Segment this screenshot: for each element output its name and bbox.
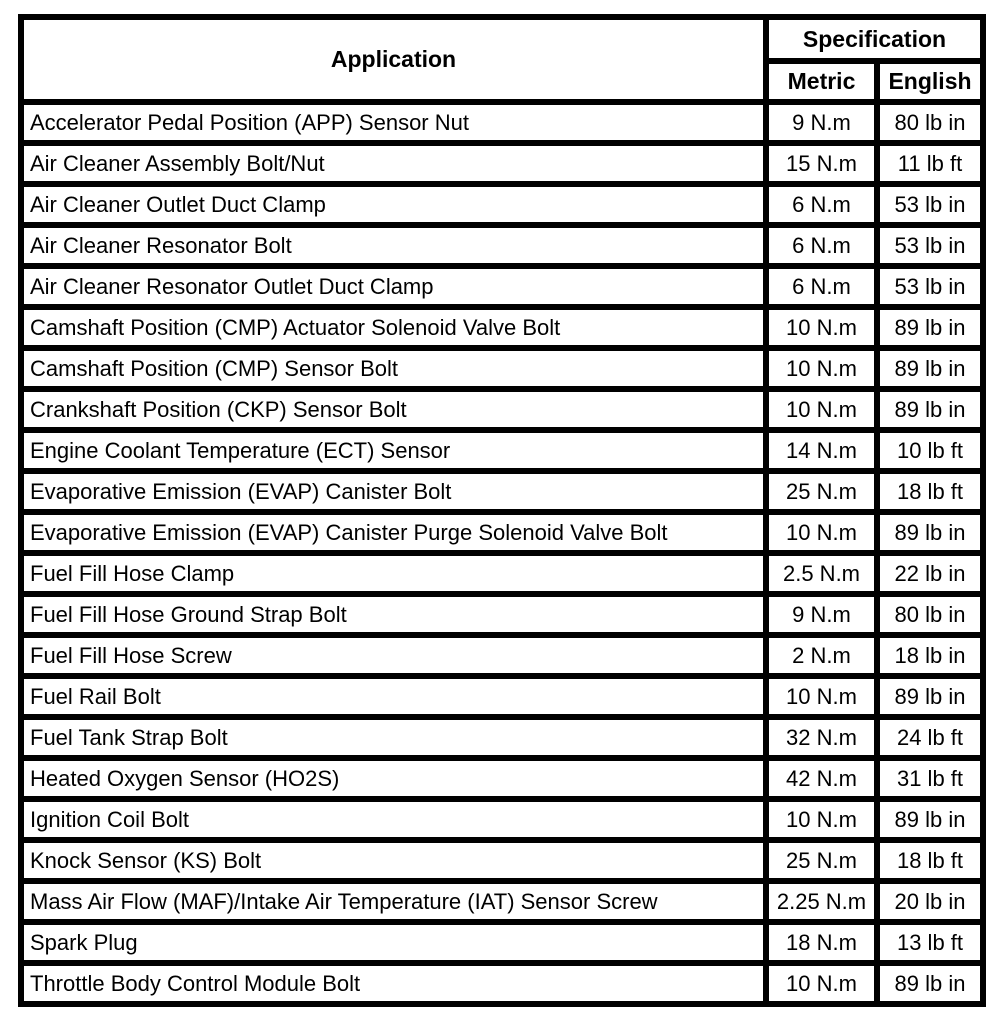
application-cell: Fuel Fill Hose Screw [21, 635, 766, 676]
application-cell: Ignition Coil Bolt [21, 799, 766, 840]
english-value-cell: 11 lb ft [877, 143, 983, 184]
english-value-cell: 89 lb in [877, 512, 983, 553]
application-cell: Fuel Tank Strap Bolt [21, 717, 766, 758]
table-row [21, 922, 983, 963]
table-row [21, 348, 983, 389]
table-row [21, 184, 983, 225]
application-cell: Camshaft Position (CMP) Sensor Bolt [21, 348, 766, 389]
application-cell: Crankshaft Position (CKP) Sensor Bolt [21, 389, 766, 430]
application-cell: Heated Oxygen Sensor (HO2S) [21, 758, 766, 799]
application-cell: Throttle Body Control Module Bolt [21, 963, 766, 1004]
application-cell: Mass Air Flow (MAF)/Intake Air Temperature (IAT) Sensor Screw [21, 881, 766, 922]
table-row [21, 266, 983, 307]
english-value-cell: 53 lb in [877, 184, 983, 225]
table-row [21, 225, 983, 266]
application-cell: Spark Plug [21, 922, 766, 963]
table-row [21, 389, 983, 430]
table-row [21, 471, 983, 512]
application-cell: Accelerator Pedal Position (APP) Sensor Nut [21, 102, 766, 143]
english-value-cell: 89 lb in [877, 389, 983, 430]
english-value-cell: 24 lb ft [877, 717, 983, 758]
metric-value-cell: 6 N.m [766, 225, 877, 266]
metric-value-cell: 6 N.m [766, 266, 877, 307]
metric-value-cell: 18 N.m [766, 922, 877, 963]
metric-value-cell: 25 N.m [766, 840, 877, 881]
application-cell: Air Cleaner Resonator Bolt [21, 225, 766, 266]
table-row [21, 430, 983, 471]
metric-value-cell: 6 N.m [766, 184, 877, 225]
metric-value-cell: 10 N.m [766, 307, 877, 348]
table-row [21, 799, 983, 840]
metric-value-cell: 10 N.m [766, 512, 877, 553]
metric-value-cell: 9 N.m [766, 594, 877, 635]
english-value-cell: 80 lb in [877, 102, 983, 143]
metric-value-cell: 9 N.m [766, 102, 877, 143]
table-header [21, 17, 983, 102]
table-row [21, 840, 983, 881]
application-cell: Camshaft Position (CMP) Actuator Solenoid Valve Bolt [21, 307, 766, 348]
metric-column-header: Metric [766, 61, 877, 102]
table-row [21, 963, 983, 1004]
table-row [21, 881, 983, 922]
english-value-cell: 89 lb in [877, 799, 983, 840]
application-cell: Fuel Rail Bolt [21, 676, 766, 717]
application-cell: Fuel Fill Hose Clamp [21, 553, 766, 594]
english-value-cell: 20 lb in [877, 881, 983, 922]
metric-value-cell: 10 N.m [766, 963, 877, 1004]
metric-value-cell: 10 N.m [766, 389, 877, 430]
metric-value-cell: 14 N.m [766, 430, 877, 471]
fastener-spec-table [18, 14, 986, 1007]
table-row [21, 758, 983, 799]
metric-value-cell: 10 N.m [766, 799, 877, 840]
application-cell: Engine Coolant Temperature (ECT) Sensor [21, 430, 766, 471]
english-value-cell: 31 lb ft [877, 758, 983, 799]
english-value-cell: 13 lb ft [877, 922, 983, 963]
application-cell: Air Cleaner Outlet Duct Clamp [21, 184, 766, 225]
specification-column-group-header: Specification [766, 17, 983, 61]
header-row-top [21, 17, 983, 61]
english-value-cell: 18 lb ft [877, 840, 983, 881]
table-row [21, 676, 983, 717]
metric-value-cell: 32 N.m [766, 717, 877, 758]
english-value-cell: 89 lb in [877, 307, 983, 348]
metric-value-cell: 10 N.m [766, 348, 877, 389]
application-cell: Fuel Fill Hose Ground Strap Bolt [21, 594, 766, 635]
application-cell: Evaporative Emission (EVAP) Canister Purge Solenoid Valve Bolt [21, 512, 766, 553]
table-row [21, 102, 983, 143]
table-row [21, 307, 983, 348]
metric-value-cell: 25 N.m [766, 471, 877, 512]
metric-value-cell: 42 N.m [766, 758, 877, 799]
english-value-cell: 18 lb ft [877, 471, 983, 512]
table-row [21, 635, 983, 676]
english-column-header: English [877, 61, 983, 102]
application-cell: Air Cleaner Resonator Outlet Duct Clamp [21, 266, 766, 307]
application-cell: Evaporative Emission (EVAP) Canister Bolt [21, 471, 766, 512]
english-value-cell: 18 lb in [877, 635, 983, 676]
table-row [21, 594, 983, 635]
english-value-cell: 53 lb in [877, 225, 983, 266]
application-column-header: Application [21, 17, 766, 102]
table-row [21, 512, 983, 553]
table-row [21, 143, 983, 184]
metric-value-cell: 2.5 N.m [766, 553, 877, 594]
table-row [21, 553, 983, 594]
english-value-cell: 89 lb in [877, 963, 983, 1004]
english-value-cell: 10 lb ft [877, 430, 983, 471]
table-body [21, 102, 983, 1004]
application-cell: Air Cleaner Assembly Bolt/Nut [21, 143, 766, 184]
english-value-cell: 80 lb in [877, 594, 983, 635]
table-row [21, 717, 983, 758]
metric-value-cell: 2 N.m [766, 635, 877, 676]
metric-value-cell: 10 N.m [766, 676, 877, 717]
english-value-cell: 89 lb in [877, 676, 983, 717]
english-value-cell: 22 lb in [877, 553, 983, 594]
metric-value-cell: 2.25 N.m [766, 881, 877, 922]
metric-value-cell: 15 N.m [766, 143, 877, 184]
english-value-cell: 53 lb in [877, 266, 983, 307]
application-cell: Knock Sensor (KS) Bolt [21, 840, 766, 881]
english-value-cell: 89 lb in [877, 348, 983, 389]
